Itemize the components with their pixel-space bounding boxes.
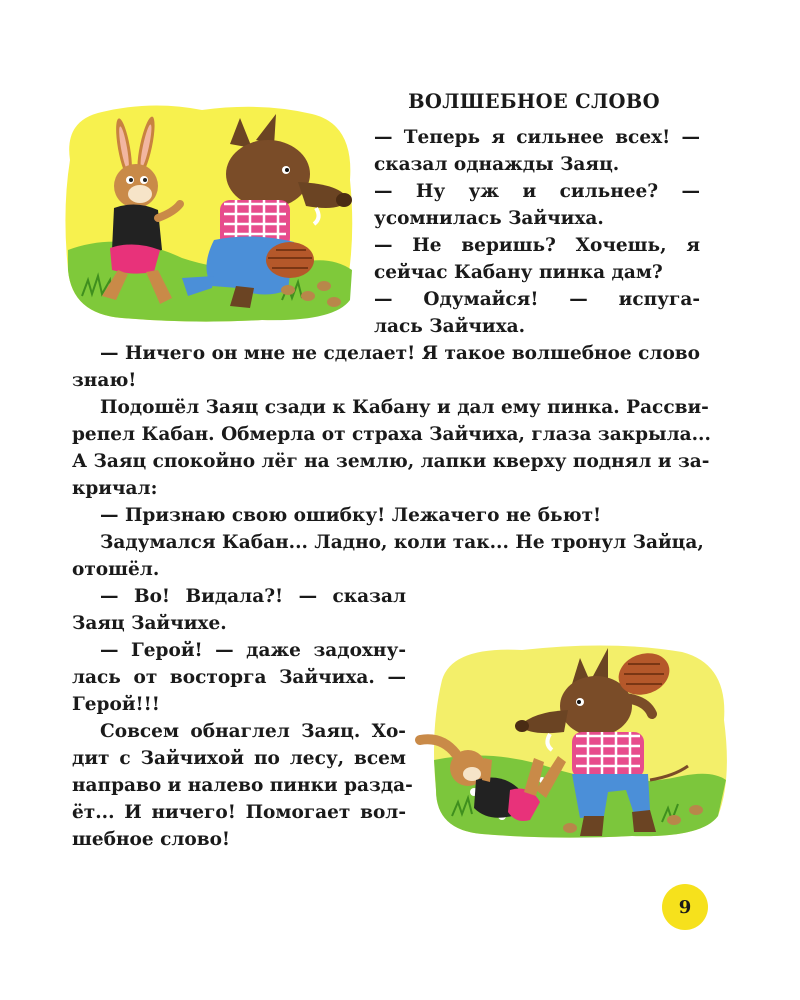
- illustration-hare-lying-boar: [412, 640, 734, 840]
- text-line: ёт... И ничего! Помогает вол-: [72, 802, 406, 823]
- text-line: сказал однажды Заяц.: [374, 154, 620, 175]
- illustration-hare-and-boar: [62, 100, 358, 325]
- text-line: репел Кабан. Обмерла от страха Зайчиха, глаза закрыла...: [72, 424, 711, 445]
- text-line: лась Зайчиха.: [374, 316, 526, 337]
- text-line: кричал:: [72, 478, 158, 499]
- text-line: лась от восторга Зайчиха. —: [72, 667, 406, 688]
- text-line: Совсем обнаглел Заяц. Хо-: [100, 721, 406, 742]
- text-line: А Заяц спокойно лёг на землю, лапки кверху поднял и за-: [72, 451, 710, 472]
- text-line: шебное слово!: [72, 829, 231, 850]
- text-line: дит с Зайчихой по лесу, всем: [72, 748, 406, 769]
- text-line: сейчас Кабану пинка дам?: [374, 262, 663, 283]
- text-line: усомнилась Зайчиха.: [374, 208, 604, 229]
- text-line: знаю!: [72, 370, 137, 391]
- text-line: Заяц Зайчихе.: [72, 613, 227, 634]
- text-line: — Не веришь? Хочешь, я: [374, 235, 700, 256]
- text-line: — Ничего он мне не сделает! Я такое волшебное слово: [100, 343, 700, 364]
- text-line: Герой!!!: [72, 694, 160, 715]
- text-line: направо и налево пинки разда-: [72, 775, 413, 796]
- text-line: — Герой! — даже задохну-: [100, 640, 406, 661]
- text-line: — Теперь я сильнее всех! —: [374, 127, 700, 148]
- text-line: — Одумайся! — испуга-: [374, 289, 700, 310]
- text-line: Задумался Кабан... Ладно, коли так... Не тронул Зайца,: [100, 532, 704, 553]
- story-title: ВОЛШЕБНОЕ СЛОВО: [408, 90, 660, 113]
- text-line: — Во! Видала?! — сказал: [100, 586, 406, 607]
- text-line: отошёл.: [72, 559, 160, 580]
- text-line: — Признаю свою ошибку! Лежачего не бьют!: [100, 505, 602, 526]
- text-line: — Ну уж и сильнее? —: [374, 181, 700, 202]
- page-number: 9: [662, 884, 708, 930]
- text-line: Подошёл Заяц сзади к Кабану и дал ему пинка. Рассви-: [100, 397, 709, 418]
